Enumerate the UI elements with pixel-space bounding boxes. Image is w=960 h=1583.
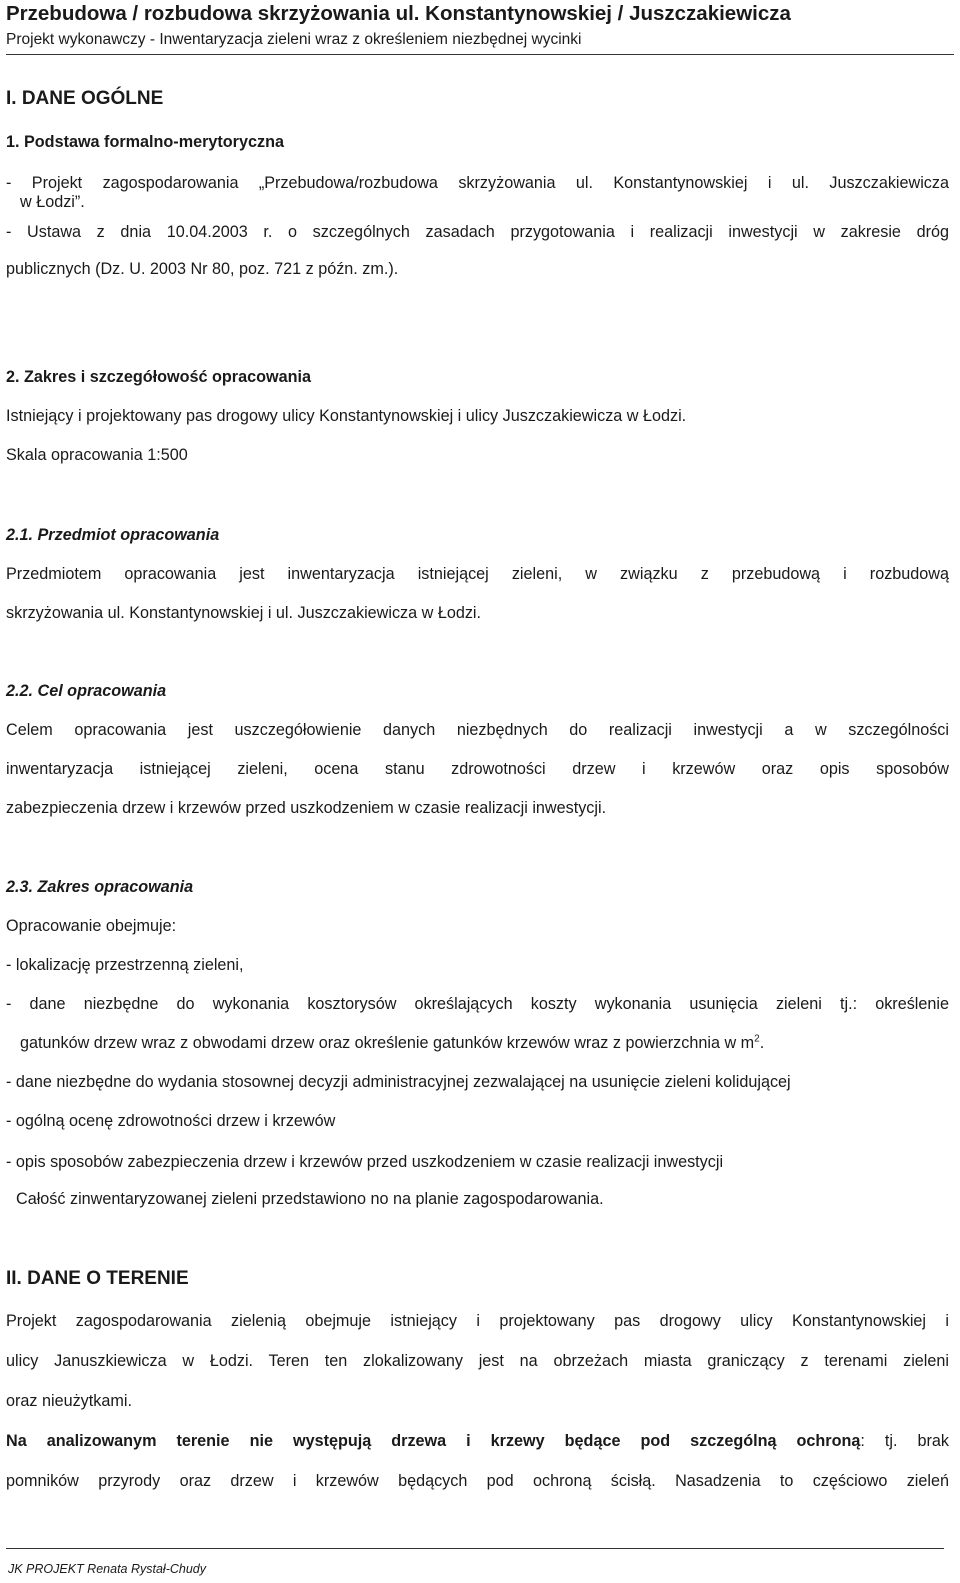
section-heading-general: I. DANE OGÓLNE [6, 88, 164, 109]
range-item-4: - ogólną ocenę zdrowotności drzew i krzewów [6, 1112, 336, 1130]
range-intro: Opracowanie obejmuje: [6, 917, 177, 935]
goal-line-1: Celem opracowania jest uszczegółowienie danych niezbędnych do realizacji inwestycji a w szczególności [6, 721, 949, 739]
subsection-heading-basis: 1. Podstawa formalno-merytoryczna [6, 133, 284, 151]
page-footer: JK PROJEKT Renata Rystał-Chudy [8, 1562, 206, 1576]
terrain-paragraph-1-line-3: oraz nieużytkami. [6, 1392, 132, 1410]
section-heading-terrain: II. DANE O TERENIE [6, 1268, 189, 1289]
subsection-heading-scope: 2. Zakres i szczegółowość opracowania [6, 368, 311, 386]
header-subtitle: Projekt wykonawczy - Inwentaryzacja zieleni wraz z określeniem niezbędnej wycinki [6, 31, 582, 48]
range-item-1: - lokalizację przestrzenną zieleni, [6, 956, 244, 974]
page-header [6, 0, 954, 51]
protected-notice-bold: Na analizowanym terenie nie występują drzewa i krzewy będące pod szczególną ochroną [6, 1432, 861, 1450]
range-item-2-line-2 [20, 1032, 764, 1054]
range-item-5: - opis sposobów zabezpieczenia drzew i krzewów przed uszkodzeniem w czasie realizacji inwestycji [6, 1153, 724, 1171]
basis-item-2-line-2: publicznych (Dz. U. 2003 Nr 80, poz. 721 z późn. zm.). [6, 260, 399, 278]
range-item-2-text: gatunków drzew wraz z obwodami drzew oraz określenie gatunków krzewów wraz z powierzchnia w m [20, 1034, 755, 1052]
basis-item-1-line-1: - Projekt zagospodarowania „Przebudowa/rozbudowa skrzyżowania ul. Konstantynowskiej i ul. Juszczakiewicza [6, 174, 949, 192]
range-item-2-end: . [759, 1034, 765, 1052]
range-item-2-line-1: - dane niezbędne do wykonania kosztorysów określających koszty wykonania usunięcia zieleni tj.: określenie [6, 995, 949, 1013]
terrain-paragraph-1-line-2: ulicy Januszkiewicza w Łodzi. Teren ten zlokalizowany jest na obrzeżach miasta graniczący z terenami zieleni [6, 1352, 949, 1370]
subsection-heading-goal: 2.2. Cel opracowania [6, 682, 167, 700]
range-item-3: - dane niezbędne do wydania stosownej decyzji administracyjnej zezwalającej na usunięcie zieleni kolidującej [6, 1073, 791, 1091]
basis-item-2-line-1: - Ustawa z dnia 10.04.2003 r. o szczególnych zasadach przygotowania i realizacji inwestycji w zakresie dróg [6, 223, 949, 241]
goal-line-2: inwentaryzacja istniejącej zieleni, ocena stanu zdrowotności drzew i krzewów oraz opis sposobów [6, 760, 949, 778]
terrain-paragraph-2-line-2: pomników przyrody oraz drzew i krzewów będących pod ochroną ścisłą. Nasadzenia to częściowo zieleń [6, 1472, 949, 1490]
scope-line-1: Istniejący i projektowany pas drogowy ulicy Konstantynowskiej i ulicy Juszczakiewicza w Łodzi. [6, 407, 687, 425]
footer-divider [6, 1548, 944, 1549]
header-divider [6, 54, 954, 55]
goal-line-3: zabezpieczenia drzew i krzewów przed uszkodzeniem w czasie realizacji inwestycji. [6, 799, 607, 817]
subject-line-1: Przedmiotem opracowania jest inwentaryzacja istniejącej zieleni, w związku z przebudową i rozbudową [6, 565, 949, 583]
header-title: Przebudowa / rozbudowa skrzyżowania ul. Konstantynowskiej / Juszczakiewicza [6, 2, 791, 25]
scope-line-2: Skala opracowania 1:500 [6, 446, 188, 464]
protected-notice-rest: : tj. brak [860, 1432, 949, 1450]
subject-line-2: skrzyżowania ul. Konstantynowskiej i ul. Juszczakiewicza w Łodzi. [6, 604, 482, 622]
terrain-paragraph-2-line-1 [6, 1430, 949, 1452]
basis-item-1-line-2: w Łodzi”. [20, 193, 85, 211]
square-meter-superscript: 2 [754, 1033, 760, 1045]
subsection-heading-range: 2.3. Zakres opracowania [6, 878, 194, 896]
terrain-paragraph-1-line-1: Projekt zagospodarowania zielenią obejmuje istniejący i projektowany pas drogowy ulicy Konstantynowskiej i [6, 1312, 949, 1330]
range-summary: Całość zinwentaryzowanej zieleni przedstawiono no na planie zagospodarowania. [16, 1190, 604, 1208]
subsection-heading-subject: 2.1. Przedmiot opracowania [6, 526, 220, 544]
